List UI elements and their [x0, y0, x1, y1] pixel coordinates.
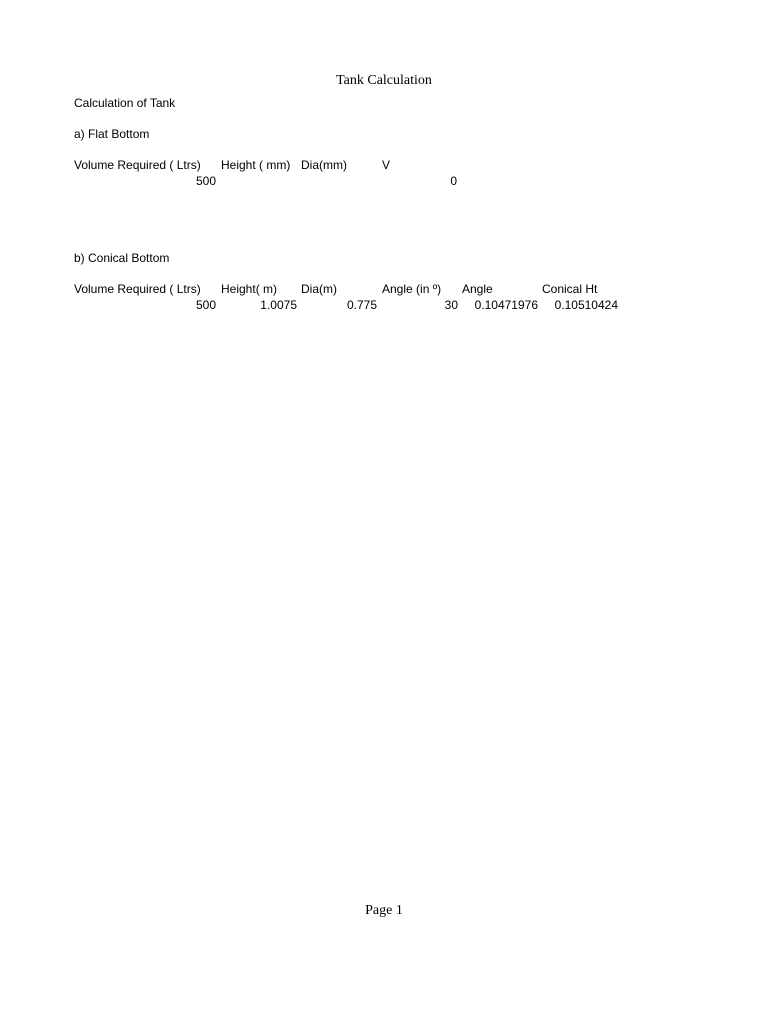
flat-value-volume: 500	[195, 174, 216, 188]
sheet-intro: Calculation of Tank	[74, 96, 176, 110]
page-number: Page 1	[365, 903, 403, 918]
conical-value-angle-rad: 0.10471976	[474, 298, 538, 312]
flat-header-dia: Dia(mm)	[301, 158, 347, 172]
conical-value-volume: 500	[195, 298, 216, 312]
conical-header-angle: Angle	[462, 282, 493, 296]
conical-value-angle-deg: 30	[444, 298, 458, 312]
conical-header-height: Height( m)	[221, 282, 278, 296]
conical-value-conical-ht: 0.10510424	[554, 298, 618, 312]
conical-value-dia: 0.775	[346, 298, 377, 312]
flat-value-v: 0	[450, 174, 457, 188]
conical-header-volume: Volume Required ( Ltrs)	[74, 282, 201, 296]
conical-bottom-heading: b) Conical Bottom	[74, 251, 170, 265]
conical-header-dia: Dia(m)	[301, 282, 337, 296]
flat-header-volume: Volume Required ( Ltrs)	[74, 158, 201, 172]
page-title: Tank Calculation	[336, 73, 432, 88]
flat-bottom-heading: a) Flat Bottom	[74, 127, 150, 141]
conical-header-conical-ht: Conical Ht	[542, 282, 598, 296]
flat-header-v: V	[382, 158, 391, 172]
flat-header-height: Height ( mm)	[221, 158, 291, 172]
conical-header-angle-deg: Angle (in º)	[382, 282, 442, 296]
conical-value-height: 1.0075	[260, 298, 297, 312]
